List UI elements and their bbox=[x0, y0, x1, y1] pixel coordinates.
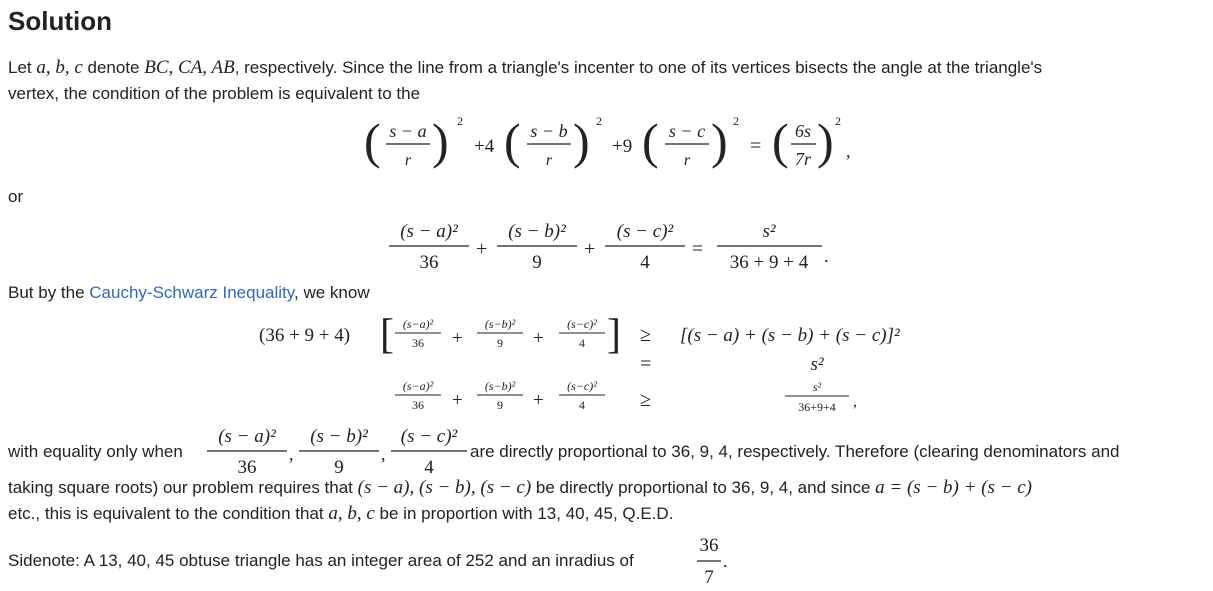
equality-comma-1: , bbox=[289, 444, 294, 464]
cauchy-text-2: , we know bbox=[294, 283, 370, 302]
eq1-paren-open-3: ( bbox=[642, 113, 659, 169]
eq3-bracket-open: [ bbox=[380, 312, 394, 358]
eq2-equals: = bbox=[692, 238, 704, 260]
eq2-num-2: (s − b)² bbox=[508, 221, 566, 242]
eq3-r3-plus-2: + bbox=[533, 390, 544, 411]
eq3-f2-num: (s−b)² bbox=[484, 317, 516, 331]
para4-text-1: etc., this is equivalent to the condition that bbox=[8, 504, 329, 523]
sidenote-den: 7 bbox=[704, 567, 714, 588]
equality-f2-den: 9 bbox=[334, 457, 344, 478]
equality-f1-den: 36 bbox=[237, 457, 257, 478]
eq3-plus-1: + bbox=[452, 328, 463, 349]
intro-sides: BC, CA, AB bbox=[144, 57, 235, 78]
eq3-r3-f2-den: 9 bbox=[497, 398, 503, 412]
equality-f2-num: (s − b)² bbox=[310, 426, 368, 447]
eq3-rhs3-num: s² bbox=[812, 380, 822, 394]
eq1-paren-open: ( bbox=[364, 113, 381, 169]
equality-comma-2: , bbox=[381, 444, 386, 464]
intro-vars-abc: a, b, c bbox=[36, 57, 83, 78]
eq3-r3-plus-1: + bbox=[452, 390, 463, 411]
equality-fractions bbox=[205, 423, 470, 479]
section-heading: Solution bbox=[8, 6, 112, 36]
para4-text-2: be in proportion with 13, 40, 45, Q.E.D. bbox=[374, 504, 674, 523]
equality-text-1: with equality only when bbox=[8, 442, 183, 461]
eq3-f3-den: 4 bbox=[579, 336, 585, 350]
eq1-coef-2: +4 bbox=[474, 136, 495, 157]
eq3-r3-f3-den: 4 bbox=[579, 398, 585, 412]
eq2-num-1: (s − a)² bbox=[400, 221, 458, 242]
sidenote-text: Sidenote: A 13, 40, 45 obtuse triangle has an integer area of 252 and an inradius of bbox=[8, 551, 634, 570]
eq3-f1-num: (s−a)² bbox=[402, 317, 434, 331]
eq3-equals: = bbox=[640, 353, 652, 375]
eq2-den-2: 9 bbox=[532, 252, 542, 273]
eq1-exp-2: 2 bbox=[596, 114, 602, 128]
cauchy-schwarz-link[interactable]: Cauchy-Schwarz Inequality bbox=[89, 283, 295, 302]
sidenote-num: 36 bbox=[699, 535, 719, 556]
eq3-r3-f1-num: (s−a)² bbox=[402, 379, 434, 393]
eq3-rhs3-den: 36+9+4 bbox=[798, 400, 836, 414]
equality-f3-num: (s − c)² bbox=[400, 426, 458, 447]
eq2-num-4: s² bbox=[762, 221, 776, 242]
eq3-r3-f1-den: 36 bbox=[412, 398, 424, 412]
eq3-coef: (36 + 9 + 4) bbox=[259, 325, 351, 346]
eq3-rhs-2: s² bbox=[810, 354, 824, 375]
eq1-paren-close: ) bbox=[432, 113, 449, 169]
para3-math-2: a = (s − b) + (s − c) bbox=[875, 477, 1032, 498]
sidenote-fraction bbox=[694, 530, 734, 588]
para3-math-1: (s − a), (s − b), (s − c) bbox=[357, 477, 532, 498]
eq3-r3-f2-num: (s−b)² bbox=[484, 379, 516, 393]
eq1-paren-close-2: ) bbox=[573, 113, 590, 169]
eq1-num-4: 6s bbox=[794, 121, 812, 141]
equation-2 bbox=[385, 215, 835, 275]
eq1-equals: = bbox=[750, 135, 762, 157]
eq1-den-4: 7r bbox=[794, 149, 812, 169]
eq1-den-1: r bbox=[404, 152, 412, 169]
intro-line-1 bbox=[8, 56, 1042, 80]
eq3-comma: , bbox=[853, 393, 857, 410]
equation-1 bbox=[360, 110, 860, 180]
cauchy-line bbox=[8, 281, 370, 305]
eq3-ge-2: ≥ bbox=[640, 389, 651, 411]
eq3-f3-num: (s−c)² bbox=[567, 317, 597, 331]
or-text: or bbox=[8, 187, 24, 206]
eq1-coef-3: +9 bbox=[612, 136, 633, 157]
sidenote-period: . bbox=[723, 551, 728, 571]
eq1-paren-close-3: ) bbox=[711, 113, 728, 169]
eq1-exp-3: 2 bbox=[733, 114, 739, 128]
eq2-period: . bbox=[824, 246, 829, 266]
eq1-num-1: s − a bbox=[389, 121, 427, 141]
eq1-num-3: s − c bbox=[668, 121, 706, 141]
eq2-plus-2: + bbox=[584, 238, 596, 260]
eq2-den-4: 36 + 9 + 4 bbox=[729, 252, 809, 273]
eq1-num-2: s − b bbox=[530, 121, 568, 141]
equality-text-2: are directly proportional to 36, 9, 4, respectively. Therefore (clearing denominators and bbox=[470, 442, 1120, 461]
para4-line bbox=[8, 502, 673, 526]
eq3-rhs-1: [(s − a) + (s − b) + (s − c)]² bbox=[680, 325, 900, 346]
para3-line bbox=[8, 476, 1032, 500]
eq1-paren-open-2: ( bbox=[504, 113, 521, 169]
eq3-f1-den: 36 bbox=[412, 336, 424, 350]
eq1-comma: , bbox=[846, 141, 851, 161]
eq1-exp-1: 2 bbox=[457, 114, 463, 128]
para3-text-1: taking square roots) our problem requires that bbox=[8, 478, 358, 497]
eq2-num-3: (s − c)² bbox=[616, 221, 674, 242]
cauchy-text-1: But by the bbox=[8, 283, 90, 302]
eq3-plus-2: + bbox=[533, 328, 544, 349]
intro-text-3: , respectively. Since the line from a triangle's incenter to one of its vertices bisects the angle at the triangle's bbox=[234, 58, 1043, 77]
eq1-exp-4: 2 bbox=[835, 114, 841, 128]
eq1-den-3: r bbox=[683, 152, 691, 169]
para4-math-1: a, b, c bbox=[328, 503, 375, 524]
intro-text-1: Let bbox=[8, 58, 37, 77]
equality-f3-den: 4 bbox=[424, 457, 434, 478]
eq1-paren-close-4: ) bbox=[817, 113, 834, 169]
intro-line-2: vertex, the condition of the problem is equivalent to the bbox=[8, 84, 421, 103]
equality-f1-num: (s − a)² bbox=[218, 426, 276, 447]
para3-text-2: be directly proportional to 36, 9, 4, and since bbox=[531, 478, 876, 497]
eq1-paren-open-4: ( bbox=[772, 113, 789, 169]
eq3-ge-1: ≥ bbox=[640, 324, 651, 346]
eq2-plus-1: + bbox=[476, 238, 488, 260]
eq1-den-2: r bbox=[545, 152, 553, 169]
eq2-den-3: 4 bbox=[640, 252, 650, 273]
eq3-bracket-close: ] bbox=[607, 312, 621, 358]
equation-3 bbox=[255, 308, 975, 420]
eq2-den-1: 36 bbox=[419, 252, 439, 273]
eq3-f2-den: 9 bbox=[497, 336, 503, 350]
intro-text-2: denote bbox=[82, 58, 145, 77]
eq3-r3-f3-num: (s−c)² bbox=[567, 379, 597, 393]
